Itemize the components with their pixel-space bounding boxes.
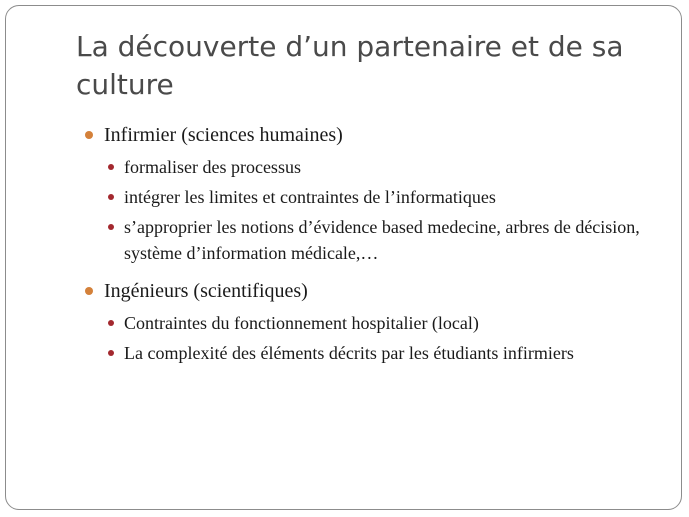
list-item [104, 184, 664, 210]
bullet-icon [85, 131, 93, 139]
bullet-icon [108, 320, 114, 326]
list-item [104, 154, 664, 180]
list-item-text: s’approprier les notions d’évidence based medecine, arbres de décision, système d’information médicale,… [124, 217, 640, 263]
slide-title: La découverte d’un partenaire et de sa culture [76, 30, 624, 101]
bullet-icon [108, 350, 114, 356]
bullet-icon [108, 194, 114, 200]
list-item [104, 310, 664, 336]
bullet-list [84, 120, 664, 366]
slide-frame [5, 5, 682, 510]
bullet-icon [108, 164, 114, 170]
sub-list [104, 154, 664, 266]
group-label: Ingénieurs (scientifiques) [104, 280, 308, 302]
list-item-text: La complexité des éléments décrits par les étudiants infirmiers [124, 343, 574, 363]
list-item-text: intégrer les limites et contraintes de l’informatiques [124, 187, 496, 207]
list-item-text: Contraintes du fonctionnement hospitalier (local) [124, 313, 479, 333]
list-item [104, 214, 664, 266]
list-item-text: formaliser des processus [124, 157, 301, 177]
group-label: Infirmier (sciences humaines) [104, 124, 343, 146]
bullet-icon [108, 224, 114, 230]
list-item-infirmier [84, 120, 664, 266]
list-item [104, 340, 664, 366]
list-item-ingenieurs [84, 276, 664, 366]
bullet-icon [85, 287, 93, 295]
sub-list [104, 310, 664, 366]
